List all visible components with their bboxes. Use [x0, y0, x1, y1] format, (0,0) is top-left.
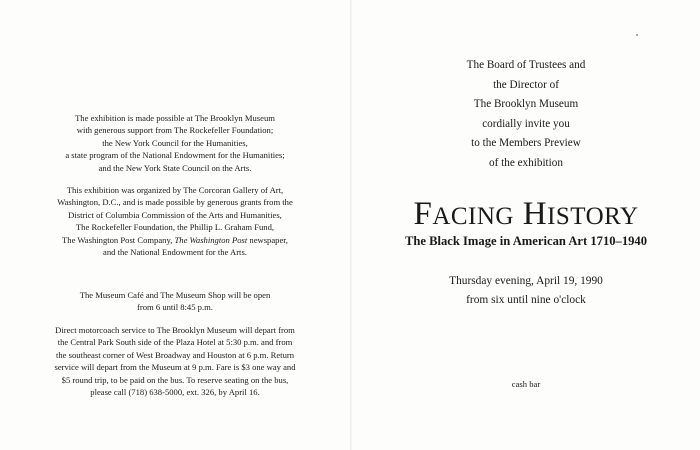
organizer-line: This exhibition was organized by The Corcoran Gallery of Art, [66, 185, 284, 195]
paper-speck [636, 34, 638, 36]
organizer-line: Washington, D.C., and is made possible by generous grants from the [57, 197, 293, 208]
invite-line: The Board of Trustees and [466, 59, 586, 71]
title-smallcaps: ISTORY [547, 203, 639, 230]
date-line: Thursday evening, April 19, 1990 [449, 275, 603, 287]
organizer-credits [0, 184, 350, 258]
bus-line: the southeast corner of West Broadway and Houston at 6 p.m. Return [55, 349, 295, 360]
cafe-info [0, 289, 350, 314]
organizer-line-text: The Washington Post Company, [62, 234, 175, 245]
bus-line: Direct motorcoach service to The Brooklyn Museum will depart from [55, 325, 295, 335]
support-credits [0, 112, 350, 174]
invite-line: cordially invite you [482, 117, 570, 130]
cash-bar-note: cash bar [511, 379, 541, 389]
event-date [352, 272, 700, 310]
support-line: with generous support from The Rockefeller Foundation; [76, 125, 274, 136]
exhibition-subtitle: The Black Image in American Art 1710–1940 [404, 234, 648, 248]
right-panel [352, 0, 700, 450]
organizer-line: and the National Endowment for the Arts. [103, 247, 247, 258]
exhibition-title [352, 196, 700, 235]
bus-info [0, 324, 350, 398]
time-line: from six until nine o'clock [466, 294, 586, 306]
title-initial: H [522, 196, 548, 232]
cafe-line: The Museum Café and The Museum Shop will be open [79, 290, 271, 300]
invite-line: the Director of [493, 78, 559, 91]
title-smallcaps: ACING [432, 203, 514, 230]
cafe-line: from 6 until 8:45 p.m. [137, 302, 213, 313]
organizer-line-text: newspaper, [247, 234, 288, 245]
bus-line: please call (718) 638-5000, ext. 326, by April 16. [90, 387, 260, 398]
organizer-line [0, 234, 350, 246]
support-line: The exhibition is made possible at The Brooklyn Museum [75, 113, 275, 123]
support-line: a state program of the National Endowment for the Humanities; [65, 150, 285, 161]
newspaper-name: The Washington Post [174, 234, 248, 245]
bus-line: service will depart from the Museum at 9 p.m. Fare is $3 one way and [54, 362, 296, 373]
bus-line: the Central Park South side of the Plaza Hotel at 5:30 p.m. and from [57, 337, 293, 348]
invitation-text [352, 56, 700, 174]
support-line: and the New York State Council on the Arts. [98, 162, 252, 173]
title-initial: F [413, 196, 433, 232]
organizer-line: District of Columbia Commission of the Arts and Humanities, [68, 209, 282, 220]
invite-line: of the exhibition [489, 156, 563, 169]
invite-line: to the Members Preview [471, 137, 581, 150]
invite-line: The Brooklyn Museum [473, 98, 579, 111]
bus-line: $5 round trip, to be paid on the bus. To reserve seating on the bus, [61, 374, 289, 385]
support-line: the New York Council for the Humanities, [102, 137, 248, 148]
organizer-line: The Rockefeller Foundation, the Phillip L. Graham Fund, [75, 222, 275, 233]
